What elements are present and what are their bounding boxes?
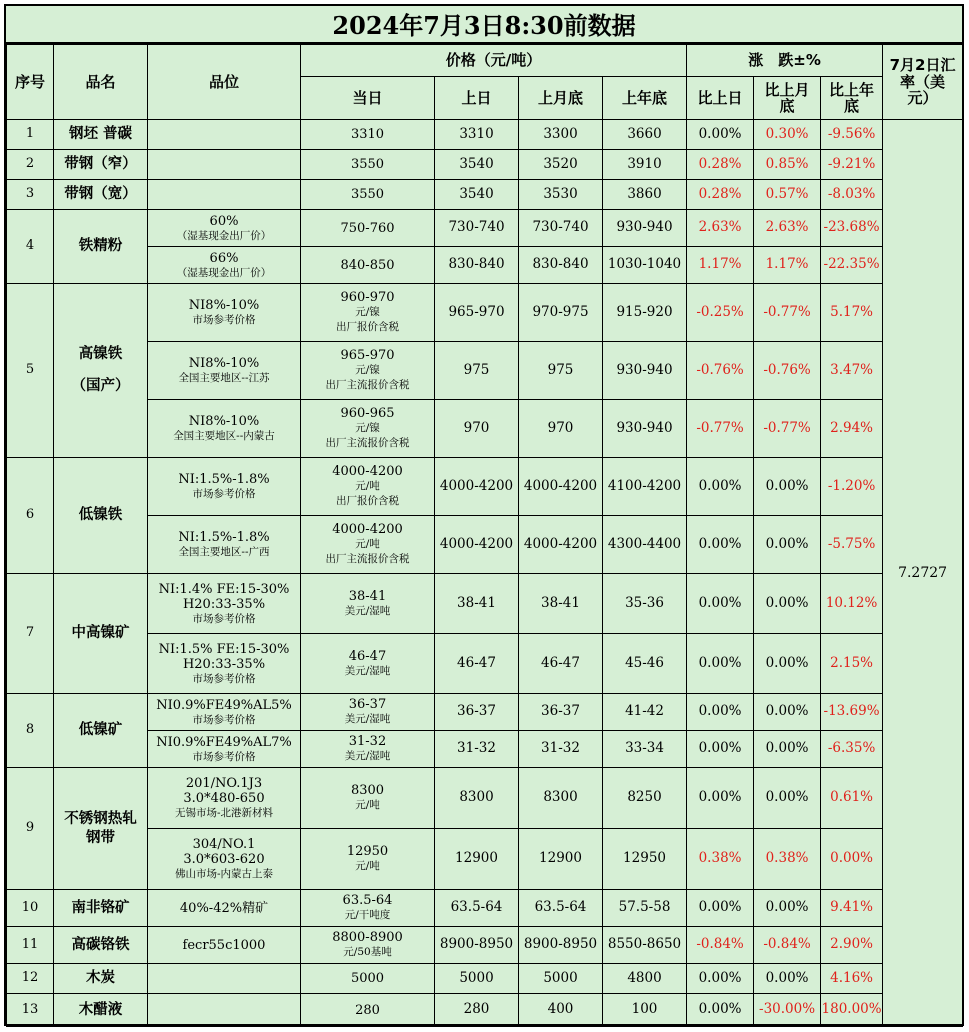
row-grade (148, 120, 301, 150)
table-row (7, 634, 963, 694)
row-seq: 2 (7, 150, 54, 180)
row-today-price (301, 574, 435, 634)
row-grade (148, 694, 301, 731)
row-change-vs-last-year-end: -9.56% (821, 120, 883, 150)
today-note: 出厂主流报价含税 (325, 437, 410, 449)
row-grade (148, 927, 301, 964)
row-today-price (301, 180, 435, 210)
grade-note: （湿基现金出厂价） (176, 229, 272, 242)
row-last-year-end-price: 41-42 (603, 694, 687, 731)
table-row (7, 342, 963, 400)
row-last-month-end-price: 3530 (519, 180, 603, 210)
grade-note: 全国主要地区--内蒙古 (173, 430, 275, 442)
row-seq: 13 (7, 994, 54, 1027)
grade-main: 60% (209, 213, 239, 229)
row-change-vs-last-year-end: -1.20% (821, 458, 883, 516)
row-change-vs-last-year-end: -23.68% (821, 210, 883, 247)
row-change-vs-last-month-end: -0.77% (754, 400, 821, 458)
today-unit: 美元/湿吨 (344, 664, 391, 677)
row-seq: 3 (7, 180, 54, 210)
row-product-name: 带钢（宽） (54, 180, 148, 210)
today-unit: 美元/湿吨 (344, 713, 391, 725)
row-grade (148, 994, 301, 1027)
today-value: 280 (355, 1002, 380, 1018)
row-last-month-end-price: 970-975 (519, 284, 603, 342)
row-change-vs-last-month-end: -0.76% (754, 342, 821, 400)
grade-main: 40%-42%精矿 (179, 900, 269, 916)
row-product-name: 南非铬矿 (54, 890, 148, 927)
today-value: 36-37 (348, 697, 387, 712)
today-unit: 元/镍 (355, 306, 380, 318)
row-change-vs-last-year-end: 3.47% (821, 342, 883, 400)
row-grade (148, 247, 301, 284)
row-grade (148, 150, 301, 180)
row-grade (148, 964, 301, 994)
row-last-month-end-price: 4000-4200 (519, 516, 603, 574)
row-change-vs-last-year-end: -22.35% (821, 247, 883, 284)
table-row (7, 994, 963, 1027)
row-last-year-end-price: 4300-4400 (603, 516, 687, 574)
row-today-price (301, 284, 435, 342)
row-seq: 6 (7, 458, 54, 574)
grade-sub: 3.0*480-650 (183, 791, 265, 806)
row-seq: 9 (7, 768, 54, 890)
row-last-month-end-price: 4000-4200 (519, 458, 603, 516)
grade-main: 201/NO.1J3 (185, 776, 263, 791)
row-change-vs-last-month-end: 0.30% (754, 120, 821, 150)
row-change-vs-prev-day: 0.00% (687, 994, 754, 1027)
today-value: 3550 (350, 187, 385, 202)
grade-main: NI:1.5%-1.8% (178, 530, 270, 545)
row-last-year-end-price: 915-920 (603, 284, 687, 342)
row-grade (148, 634, 301, 694)
row-last-month-end-price: 3520 (519, 150, 603, 180)
row-today-price (301, 634, 435, 694)
header-grade: 品位 (148, 45, 301, 120)
row-last-year-end-price: 8250 (603, 768, 687, 829)
row-seq: 11 (7, 927, 54, 964)
row-last-year-end-price: 33-34 (603, 731, 687, 768)
price-sheet (4, 4, 964, 1026)
grade-note: 全国主要地区--江苏 (178, 372, 270, 384)
row-change-vs-last-month-end: 0.57% (754, 180, 821, 210)
row-prev-day-price: 730-740 (435, 210, 519, 247)
header-prev-day: 上日 (435, 77, 519, 120)
row-change-vs-last-month-end: 0.85% (754, 150, 821, 180)
row-product-name: 带钢（窄） (54, 150, 148, 180)
row-today-price (301, 829, 435, 890)
row-product-name: 低镍矿 (54, 694, 148, 768)
row-today-price (301, 342, 435, 400)
row-change-vs-last-year-end: -6.35% (821, 731, 883, 768)
row-seq: 10 (7, 890, 54, 927)
row-today-price (301, 731, 435, 768)
row-today-price (301, 400, 435, 458)
row-last-month-end-price: 400 (519, 994, 603, 1027)
row-change-vs-last-month-end: 0.00% (754, 694, 821, 731)
row-change-vs-last-month-end: 0.00% (754, 768, 821, 829)
grade-main: NI:1.4% FE:15-30% (158, 581, 290, 597)
row-grade (148, 768, 301, 829)
row-last-month-end-price: 38-41 (519, 574, 603, 634)
grade-note: 市场参考价格 (192, 713, 256, 726)
grade-main: 304/NO.1 (192, 837, 256, 852)
today-value: 46-47 (348, 648, 387, 664)
row-last-year-end-price: 1030-1040 (603, 247, 687, 284)
today-unit: 元/吨 (355, 538, 380, 550)
row-today-price (301, 458, 435, 516)
row-change-vs-last-month-end: 0.00% (754, 634, 821, 694)
today-note: 出厂报价含税 (336, 321, 399, 333)
row-change-vs-last-month-end: -30.00% (754, 994, 821, 1027)
row-last-month-end-price: 8900-8950 (519, 927, 603, 964)
page-title: 2024年7月3日8:30前数据 (6, 6, 962, 44)
row-grade (148, 574, 301, 634)
row-last-month-end-price: 830-840 (519, 247, 603, 284)
header-name: 品名 (54, 45, 148, 120)
row-change-vs-last-year-end: 0.00% (821, 829, 883, 890)
row-change-vs-last-year-end: 180.00% (821, 994, 883, 1027)
row-last-year-end-price: 4100-4200 (603, 458, 687, 516)
table-row (7, 927, 963, 964)
table-row (7, 120, 963, 150)
row-last-year-end-price: 3660 (603, 120, 687, 150)
row-last-year-end-price: 930-940 (603, 210, 687, 247)
row-change-vs-prev-day: -0.84% (687, 927, 754, 964)
row-product-name: 高碳铬铁 (54, 927, 148, 964)
row-today-price (301, 210, 435, 247)
row-prev-day-price: 31-32 (435, 731, 519, 768)
row-today-price (301, 768, 435, 829)
row-change-vs-last-month-end: 0.00% (754, 890, 821, 927)
row-product-name: 不锈钢热轧钢带 (54, 768, 148, 890)
row-last-month-end-price: 970 (519, 400, 603, 458)
today-value: 8300 (350, 783, 385, 798)
row-today-price (301, 516, 435, 574)
row-change-vs-last-year-end: 0.61% (821, 768, 883, 829)
header-today: 当日 (301, 77, 435, 120)
row-seq: 8 (7, 694, 54, 768)
row-product-name: 铁精粉 (54, 210, 148, 284)
row-product-name: 高镍铁（国产） (54, 284, 148, 458)
row-change-vs-last-month-end: 1.17% (754, 247, 821, 284)
today-value: 840-850 (340, 257, 395, 273)
row-change-vs-prev-day: 0.00% (687, 694, 754, 731)
row-change-vs-last-month-end: 0.00% (754, 731, 821, 768)
row-change-vs-last-year-end: 2.15% (821, 634, 883, 694)
row-change-vs-prev-day: 0.28% (687, 150, 754, 180)
row-prev-day-price: 12900 (435, 829, 519, 890)
row-last-month-end-price: 46-47 (519, 634, 603, 694)
row-today-price (301, 994, 435, 1027)
row-prev-day-price: 3540 (435, 150, 519, 180)
row-grade (148, 342, 301, 400)
table-body (7, 120, 963, 1027)
row-last-year-end-price: 4800 (603, 964, 687, 994)
header-vs-last-year-end: 比上年底 (821, 77, 883, 120)
row-prev-day-price: 3540 (435, 180, 519, 210)
header-exchange-rate: 7月2日汇率（美元） (883, 45, 963, 120)
row-last-year-end-price: 930-940 (603, 400, 687, 458)
today-value: 965-970 (340, 348, 395, 363)
row-grade (148, 731, 301, 768)
row-product-name: 低镍铁 (54, 458, 148, 574)
row-change-vs-last-month-end: -0.84% (754, 927, 821, 964)
row-prev-day-price: 830-840 (435, 247, 519, 284)
row-grade (148, 890, 301, 927)
row-product-name: 木醋液 (54, 994, 148, 1027)
row-today-price (301, 247, 435, 284)
grade-main: fecr55c1000 (182, 937, 266, 953)
row-change-vs-prev-day: 1.17% (687, 247, 754, 284)
today-value: 960-965 (340, 406, 395, 421)
table-row (7, 210, 963, 247)
today-value: 5000 (350, 971, 385, 986)
today-value: 960-970 (340, 290, 395, 305)
today-value: 31-32 (348, 734, 387, 749)
row-change-vs-last-year-end: 5.17% (821, 284, 883, 342)
table-row (7, 458, 963, 516)
today-value: 750-760 (340, 220, 395, 236)
today-unit: 元/镍 (355, 422, 380, 434)
row-last-month-end-price: 63.5-64 (519, 890, 603, 927)
row-change-vs-prev-day: 0.38% (687, 829, 754, 890)
row-today-price (301, 964, 435, 994)
row-change-vs-prev-day: 0.00% (687, 890, 754, 927)
grade-main: NI:1.5%-1.8% (178, 472, 270, 487)
today-note: 出厂主流报价含税 (325, 379, 410, 391)
today-value: 38-41 (348, 588, 387, 604)
row-last-year-end-price: 100 (603, 994, 687, 1027)
row-prev-day-price: 4000-4200 (435, 516, 519, 574)
grade-main: NI8%-10% (188, 356, 260, 371)
table-row (7, 768, 963, 829)
row-prev-day-price: 38-41 (435, 574, 519, 634)
today-value: 12950 (346, 844, 389, 859)
table-row (7, 150, 963, 180)
row-change-vs-last-month-end: 0.38% (754, 829, 821, 890)
row-change-vs-prev-day: 0.00% (687, 516, 754, 574)
row-grade (148, 284, 301, 342)
row-prev-day-price: 8900-8950 (435, 927, 519, 964)
row-change-vs-prev-day: -0.76% (687, 342, 754, 400)
header-last-month-end: 上月底 (519, 77, 603, 120)
row-change-vs-prev-day: 0.00% (687, 964, 754, 994)
today-unit: 元/吨 (355, 480, 380, 492)
row-change-vs-last-year-end: -13.69% (821, 694, 883, 731)
today-note: 出厂报价含税 (336, 495, 399, 507)
row-last-year-end-price: 35-36 (603, 574, 687, 634)
grade-main: NI8%-10% (188, 414, 260, 429)
row-change-vs-prev-day: 0.00% (687, 634, 754, 694)
today-unit: 元/干吨度 (344, 909, 391, 921)
grade-note: 市场参考价格 (192, 750, 256, 763)
today-unit: 元/吨 (355, 799, 380, 811)
row-product-name: 木炭 (54, 964, 148, 994)
row-today-price (301, 150, 435, 180)
row-last-month-end-price: 5000 (519, 964, 603, 994)
today-note: 出厂主流报价含税 (325, 553, 410, 565)
row-prev-day-price: 5000 (435, 964, 519, 994)
grade-sub: H20:33-35% (182, 596, 266, 612)
grade-note: 市场参考价格 (192, 488, 256, 500)
row-product-name: 中高镍矿 (54, 574, 148, 694)
today-value: 3310 (350, 127, 385, 142)
header-price-group: 价格（元/吨） (301, 45, 687, 77)
grade-main: NI8%-10% (188, 298, 260, 313)
price-table (6, 44, 963, 1027)
today-unit: 元/镍 (355, 364, 380, 376)
row-prev-day-price: 36-37 (435, 694, 519, 731)
row-seq: 1 (7, 120, 54, 150)
row-last-year-end-price: 57.5-58 (603, 890, 687, 927)
row-change-vs-last-month-end: -0.77% (754, 284, 821, 342)
today-value: 63.5-64 (342, 893, 393, 908)
header-seq: 序号 (7, 45, 54, 120)
grade-note: 无锡市场-北港新材料 (174, 807, 274, 819)
row-change-vs-prev-day: 2.63% (687, 210, 754, 247)
grade-sub: 3.0*603-620 (183, 852, 265, 867)
row-change-vs-last-year-end: -5.75% (821, 516, 883, 574)
row-today-price (301, 927, 435, 964)
row-last-month-end-price: 36-37 (519, 694, 603, 731)
row-change-vs-prev-day: -0.77% (687, 400, 754, 458)
row-last-year-end-price: 930-940 (603, 342, 687, 400)
row-change-vs-prev-day: 0.00% (687, 574, 754, 634)
table-row (7, 516, 963, 574)
row-change-vs-last-year-end: 10.12% (821, 574, 883, 634)
grade-main: NI:1.5% FE:15-30% (158, 641, 290, 657)
row-prev-day-price: 46-47 (435, 634, 519, 694)
row-seq: 5 (7, 284, 54, 458)
row-prev-day-price: 63.5-64 (435, 890, 519, 927)
grade-note: 佛山市场-内蒙古上泰 (174, 868, 274, 880)
table-row (7, 829, 963, 890)
table-row (7, 574, 963, 634)
table-row (7, 284, 963, 342)
row-change-vs-last-month-end: 0.00% (754, 574, 821, 634)
row-last-year-end-price: 3910 (603, 150, 687, 180)
row-change-vs-last-month-end: 0.00% (754, 964, 821, 994)
grade-note: 市场参考价格 (192, 672, 256, 685)
row-prev-day-price: 4000-4200 (435, 458, 519, 516)
row-today-price (301, 694, 435, 731)
row-change-vs-prev-day: 0.00% (687, 120, 754, 150)
row-prev-day-price: 8300 (435, 768, 519, 829)
row-change-vs-prev-day: 0.00% (687, 458, 754, 516)
grade-main: NI0.9%FE49%AL5% (156, 697, 292, 713)
header-vs-prev-day: 比上日 (687, 77, 754, 120)
today-unit: 美元/湿吨 (344, 604, 391, 617)
row-change-vs-last-year-end: 2.94% (821, 400, 883, 458)
row-last-year-end-price: 8550-8650 (603, 927, 687, 964)
today-value: 8800-8900 (332, 930, 403, 945)
row-grade (148, 400, 301, 458)
table-row (7, 400, 963, 458)
grade-note: （湿基现金出厂价） (176, 266, 272, 279)
row-change-vs-prev-day: 0.28% (687, 180, 754, 210)
exchange-rate-value: 7.2727 (883, 120, 963, 1027)
row-last-month-end-price: 975 (519, 342, 603, 400)
row-last-month-end-price: 12900 (519, 829, 603, 890)
grade-sub: H20:33-35% (182, 656, 266, 672)
row-change-vs-prev-day: 0.00% (687, 731, 754, 768)
row-today-price (301, 890, 435, 927)
today-value: 4000-4200 (332, 464, 403, 479)
row-last-month-end-price: 8300 (519, 768, 603, 829)
today-value: 4000-4200 (332, 522, 403, 537)
row-last-year-end-price: 3860 (603, 180, 687, 210)
row-change-vs-last-year-end: -8.03% (821, 180, 883, 210)
row-change-vs-last-month-end: 0.00% (754, 458, 821, 516)
row-last-year-end-price: 45-46 (603, 634, 687, 694)
row-change-vs-prev-day: -0.25% (687, 284, 754, 342)
grade-main: NI0.9%FE49%AL7% (156, 734, 292, 750)
row-seq: 4 (7, 210, 54, 284)
grade-main: 66% (209, 250, 239, 266)
grade-note: 全国主要地区--广西 (178, 546, 270, 558)
today-value: 3550 (350, 157, 385, 172)
row-change-vs-last-month-end: 0.00% (754, 516, 821, 574)
table-row (7, 247, 963, 284)
today-unit: 美元/湿吨 (344, 750, 391, 762)
row-prev-day-price: 975 (435, 342, 519, 400)
row-prev-day-price: 3310 (435, 120, 519, 150)
row-grade (148, 516, 301, 574)
row-change-vs-last-year-end: 9.41% (821, 890, 883, 927)
row-today-price (301, 120, 435, 150)
table-row (7, 890, 963, 927)
row-last-month-end-price: 31-32 (519, 731, 603, 768)
today-unit: 元/吨 (355, 860, 380, 872)
row-grade (148, 180, 301, 210)
header-change-group: 涨 跌±% (687, 45, 883, 77)
row-seq: 7 (7, 574, 54, 694)
table-row (7, 964, 963, 994)
row-change-vs-last-year-end: 2.90% (821, 927, 883, 964)
table-row (7, 731, 963, 768)
row-product-name: 钢坯 普碳 (54, 120, 148, 150)
today-unit: 元/50基吨 (343, 946, 392, 958)
row-seq: 12 (7, 964, 54, 994)
row-change-vs-last-year-end: -9.21% (821, 150, 883, 180)
grade-note: 市场参考价格 (192, 612, 256, 625)
row-change-vs-prev-day: 0.00% (687, 768, 754, 829)
row-change-vs-last-year-end: 4.16% (821, 964, 883, 994)
row-last-month-end-price: 730-740 (519, 210, 603, 247)
header-last-year-end: 上年底 (603, 77, 687, 120)
row-grade (148, 829, 301, 890)
row-grade (148, 458, 301, 516)
table-row (7, 694, 963, 731)
row-last-month-end-price: 3300 (519, 120, 603, 150)
row-prev-day-price: 970 (435, 400, 519, 458)
row-change-vs-last-month-end: 2.63% (754, 210, 821, 247)
row-last-year-end-price: 12950 (603, 829, 687, 890)
row-prev-day-price: 965-970 (435, 284, 519, 342)
header-vs-last-month-end: 比上月底 (754, 77, 821, 120)
row-prev-day-price: 280 (435, 994, 519, 1027)
grade-note: 市场参考价格 (192, 314, 256, 326)
row-grade (148, 210, 301, 247)
table-row (7, 180, 963, 210)
